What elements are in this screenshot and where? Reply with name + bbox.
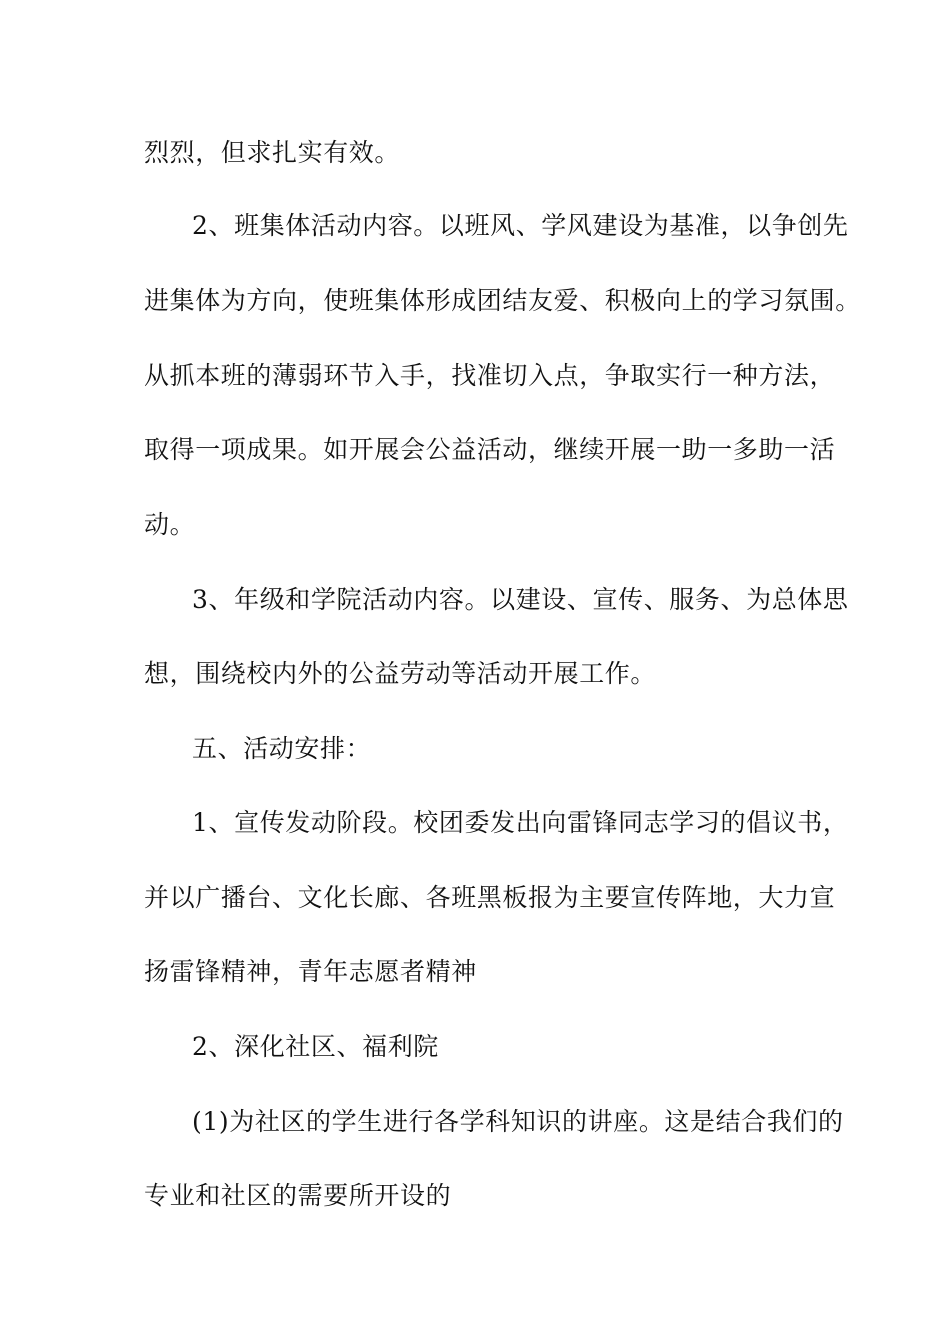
text-line: 动。 [144, 510, 196, 539]
text-line: 扬雷锋精神，青年志愿者精神 [144, 957, 477, 986]
text-line: 2、班集体活动内容。以班风、学风建设为基准，以争创先 [192, 211, 849, 240]
text-line: 并以广播台、文化长廊、各班黑板报为主要宣传阵地，大力宣 [144, 883, 836, 912]
text-line: 取得一项成果。如开展会公益活动，继续开展一助一多助一活 [144, 435, 836, 464]
text-line: 烈烈，但求扎实有效。 [144, 138, 401, 167]
text-line: 3、年级和学院活动内容。以建设、宣传、服务、为总体思 [192, 585, 849, 614]
text-line: 想，围绕校内外的公益劳动等活动开展工作。 [144, 659, 657, 688]
text-line: (1)为社区的学生进行各学科知识的讲座。这是结合我们的 [192, 1107, 844, 1136]
text-line: 从抓本班的薄弱环节入手，找准切入点，争取实行一种方法， [144, 361, 836, 390]
section-heading: 五、活动安排： [192, 734, 372, 763]
text-line: 进集体为方向，使班集体形成团结友爱、积极向上的学习氛围。 [144, 286, 861, 315]
text-line: 1、宣传发动阶段。校团委发出向雷锋同志学习的倡议书， [192, 808, 849, 837]
text-line: 专业和社区的需要所开设的 [144, 1181, 452, 1210]
text-line: 2、深化社区、福利院 [192, 1032, 439, 1061]
